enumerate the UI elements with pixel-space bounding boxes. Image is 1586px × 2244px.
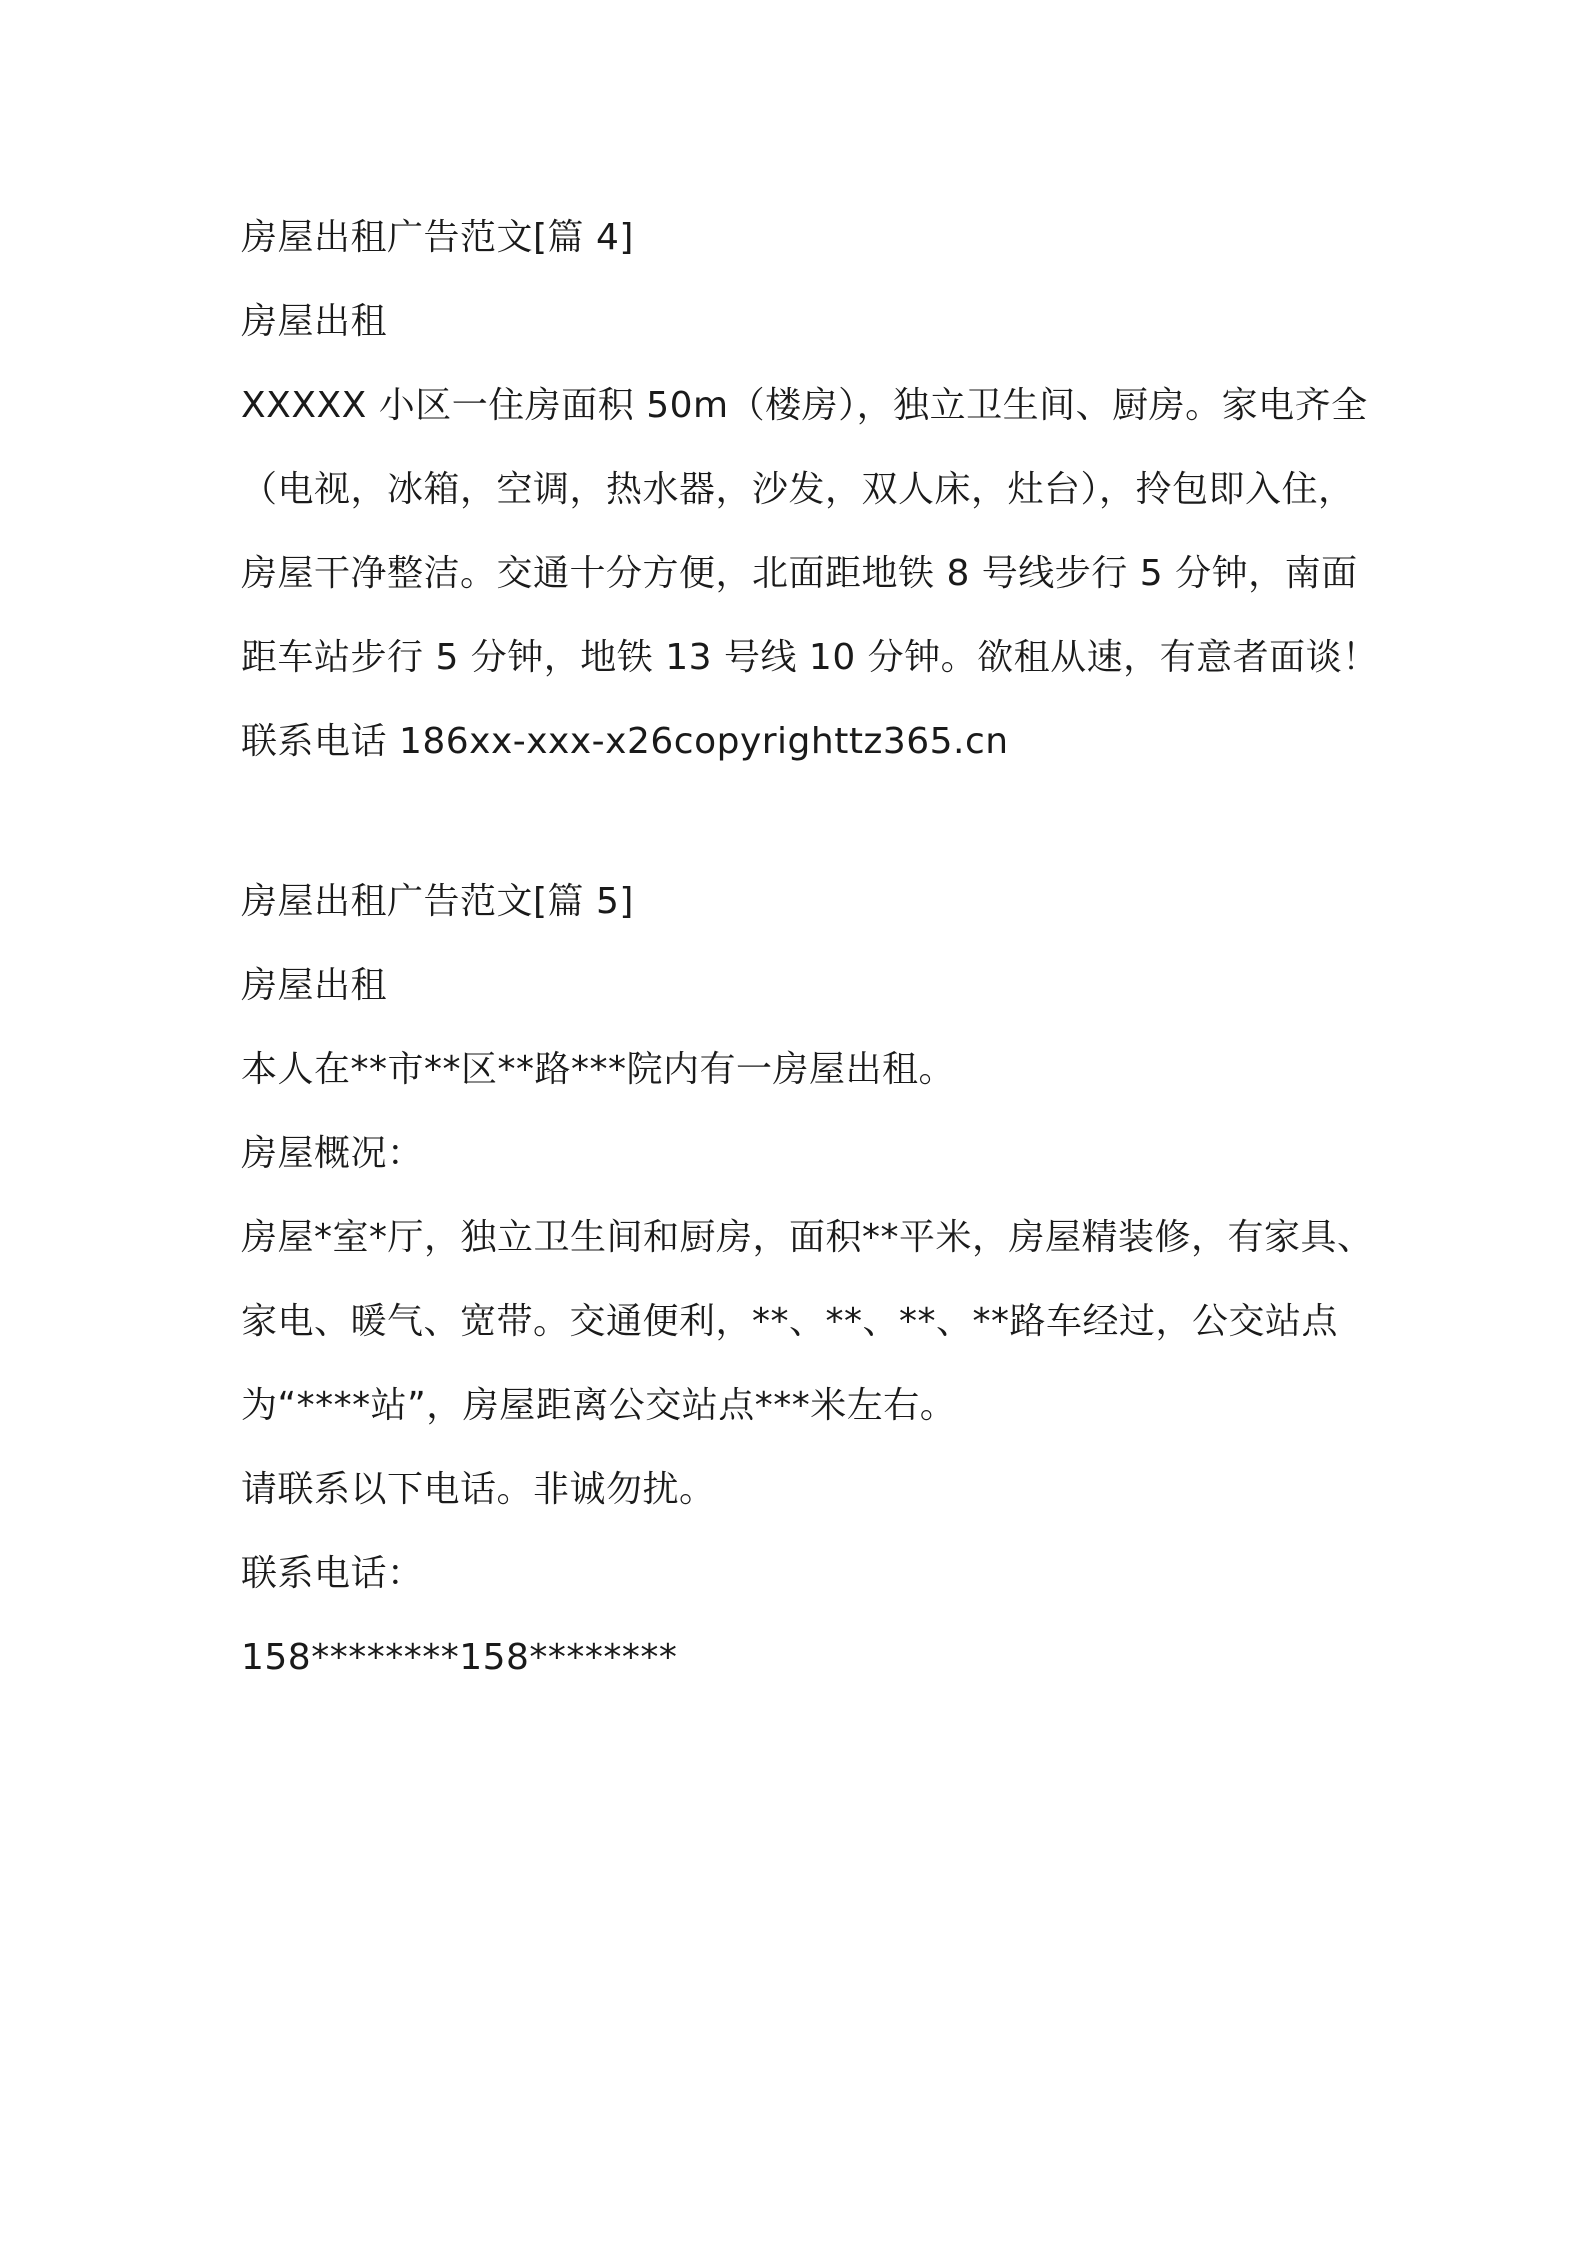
section-5-body [241, 1196, 1374, 1448]
section-4-body [241, 364, 1379, 700]
section-5-contact-numbers: 158********158******** [241, 1637, 678, 1678]
section-5-intro: 本人在**市**区**路***院内有一房屋出租。 [241, 1049, 956, 1090]
section-5-body-line: 为“****站”，房屋距离公交站点***米左右。 [241, 1385, 957, 1426]
document-page [241, 196, 1381, 1700]
section-4-contact: 联系电话 186xx-xxx-x26copyrighttz365.cn [241, 721, 1009, 762]
section-5-heading: 房屋出租广告范文[篇 5] [241, 881, 634, 922]
section-5-overview-label: 房屋概况： [241, 1133, 424, 1174]
section-5-notice: 请联系以下电话。非诚勿扰。 [241, 1469, 716, 1510]
section-4-subheading: 房屋出租 [241, 301, 388, 342]
section-5-body-line: 房屋*室*厅，独立卫生间和厨房，面积**平米，房屋精装修，有家具、 [241, 1217, 1374, 1258]
section-4-body-line: 房屋干净整洁。交通十分方便，北面距地铁 8 号线步行 5 分钟，南面 [241, 553, 1358, 594]
section-gap [241, 784, 1381, 860]
section-4-body-line: 距车站步行 5 分钟，地铁 13 号线 10 分钟。欲租从速，有意者面谈！ [241, 637, 1379, 678]
section-4-body-line: XXXXX 小区一住房面积 50m（楼房），独立卫生间、厨房。家电齐全 [241, 385, 1368, 426]
section-5-body-line: 家电、暖气、宽带。交通便利，**、**、**、**路车经过，公交站点 [241, 1301, 1339, 1342]
section-5-contact-label: 联系电话： [241, 1553, 424, 1594]
section-4 [241, 196, 1381, 784]
section-4-body-line: （电视，冰箱，空调，热水器，沙发，双人床，灶台），拎包即入住， [241, 469, 1355, 510]
section-5 [241, 860, 1381, 1700]
section-4-heading: 房屋出租广告范文[篇 4] [241, 217, 634, 258]
section-5-subheading: 房屋出租 [241, 965, 388, 1006]
